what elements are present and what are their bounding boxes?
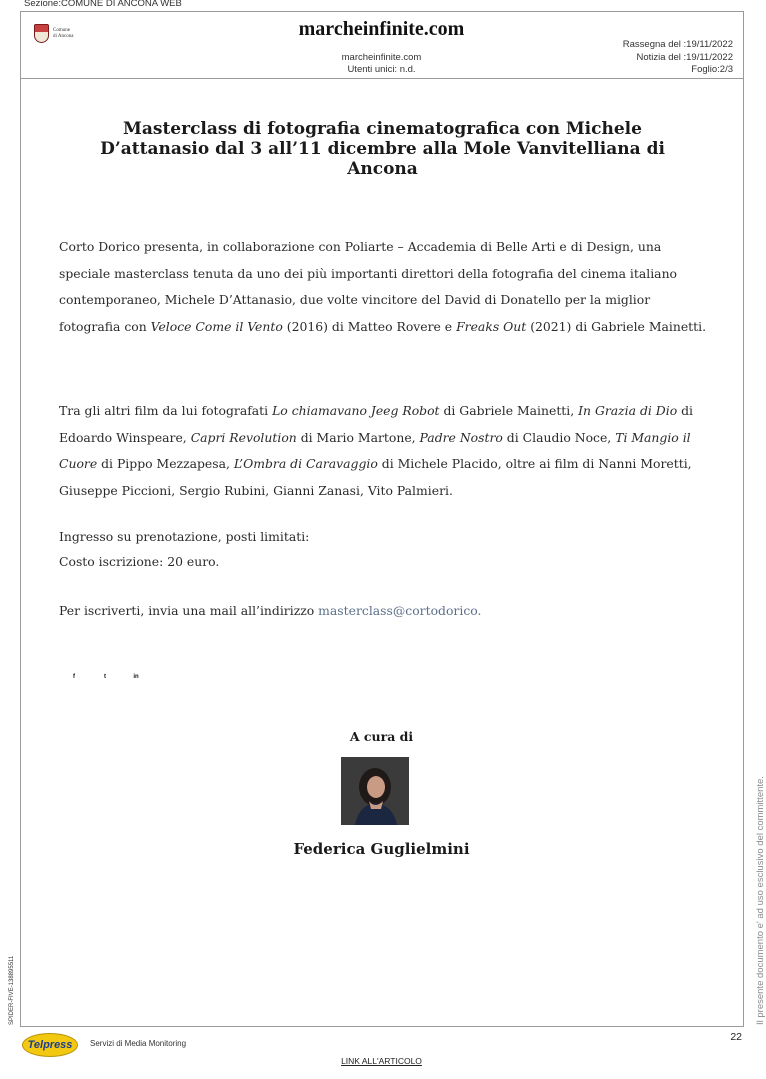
text-run: di Pippo Mezzapesa, — [97, 456, 234, 471]
twitter-icon[interactable]: t — [104, 674, 106, 680]
telpress-logo: Telpress — [22, 1033, 78, 1057]
article-title: Masterclass di fotografia cinematografica con Michele D’attanasio dal 3 all’11 dicembre alla Mole Vanvitelliana di Ancona — [100, 119, 665, 179]
header-divider — [20, 78, 744, 79]
text-run: (2016) di Matteo Rovere e — [282, 318, 457, 334]
spider-id: SPIDER-FIVE-138895511 — [9, 955, 15, 1025]
author-avatar[interactable] — [341, 757, 409, 825]
text-run: Corto Dorico presenta, in collaborazione con Poliarte – Accademia di Belle Arti e di Design, una speciale masterclass tenuta da uno dei più importanti direttori della fotografia del cinema italiano contemporaneo, Michele D’Attanasio, due volte vincitore del David di Donatello per la miglior fotografia con — [59, 239, 678, 334]
signup-text: Per iscriverti, invia una mail all’indirizzo — [59, 603, 319, 618]
sheet-number: Foglio:2/3 — [691, 64, 733, 75]
text-run: di Claudio Noce, — [502, 429, 616, 445]
text-run: di Gabriele Mainetti, — [439, 403, 579, 418]
film-title: Lo chiamavano Jeeg Robot — [272, 403, 440, 418]
logo-line-1: Comune — [53, 27, 70, 33]
rassegna-date: Rassegna del :19/11/2022 — [622, 39, 733, 50]
facebook-icon[interactable]: f — [73, 674, 75, 680]
text-run: di Edoardo Winspeare, — [59, 403, 693, 445]
text-run: di Michele Placido, oltre ai film di Nanni Moretti, Giuseppe Piccioni, Sergio Rubini, Gianni Zanasi, Vito Palmieri. — [59, 456, 692, 498]
cost-line: Costo iscrizione: 20 euro. — [59, 554, 220, 569]
film-title: L’Ombra di Caravaggio — [233, 456, 378, 471]
film-title: In Grazia di Dio — [578, 403, 678, 418]
source-title: marcheinfinite.com — [298, 18, 465, 40]
film-title: Padre Nostro — [419, 429, 503, 445]
signup-line — [59, 598, 709, 625]
film-title: Ti Mangio il Cuore — [59, 429, 691, 471]
linkedin-icon[interactable]: in — [133, 674, 139, 680]
text-run: Tra gli altri film da lui fotografati — [59, 403, 273, 418]
booking-line: Ingresso su prenotazione, posti limitati: — [59, 529, 310, 544]
date-meta — [623, 39, 733, 77]
notizia-date: Notizia del :19/11/2022 — [636, 51, 733, 63]
share-bar — [69, 672, 141, 682]
section-label: Sezione:COMUNE DI ANCONA WEB — [24, 0, 182, 9]
unique-users: Utenti unici: n.d. — [347, 64, 416, 75]
page-number: 22 — [730, 1031, 742, 1043]
film-title: Veloce Come il Vento — [150, 318, 283, 334]
film-title: Capri Revolution — [190, 429, 297, 445]
avatar-photo — [341, 757, 409, 825]
signup-email-link[interactable]: masterclass@cortodorico. — [318, 603, 482, 618]
article-link[interactable]: LINK ALL'ARTICOLO — [341, 1056, 422, 1066]
author-name[interactable]: Federica Guglielmini — [293, 840, 470, 858]
text-run: (2021) di Gabriele Mainetti. — [526, 318, 707, 334]
paragraph-intro — [59, 234, 709, 340]
byline-label: A cura di — [349, 729, 414, 744]
source-url: marcheinfinite.com — [341, 52, 422, 63]
film-title: Freaks Out — [456, 318, 527, 334]
telpress-tagline: Servizi di Media Monitoring — [90, 1039, 187, 1048]
paragraph-films — [59, 398, 709, 504]
logo-line-2: di Ancona — [53, 33, 74, 39]
text-run: di Mario Martone, — [296, 429, 420, 445]
disclaimer-note: Il presente documento e' ad uso esclusivo del committente. — [755, 776, 766, 1025]
